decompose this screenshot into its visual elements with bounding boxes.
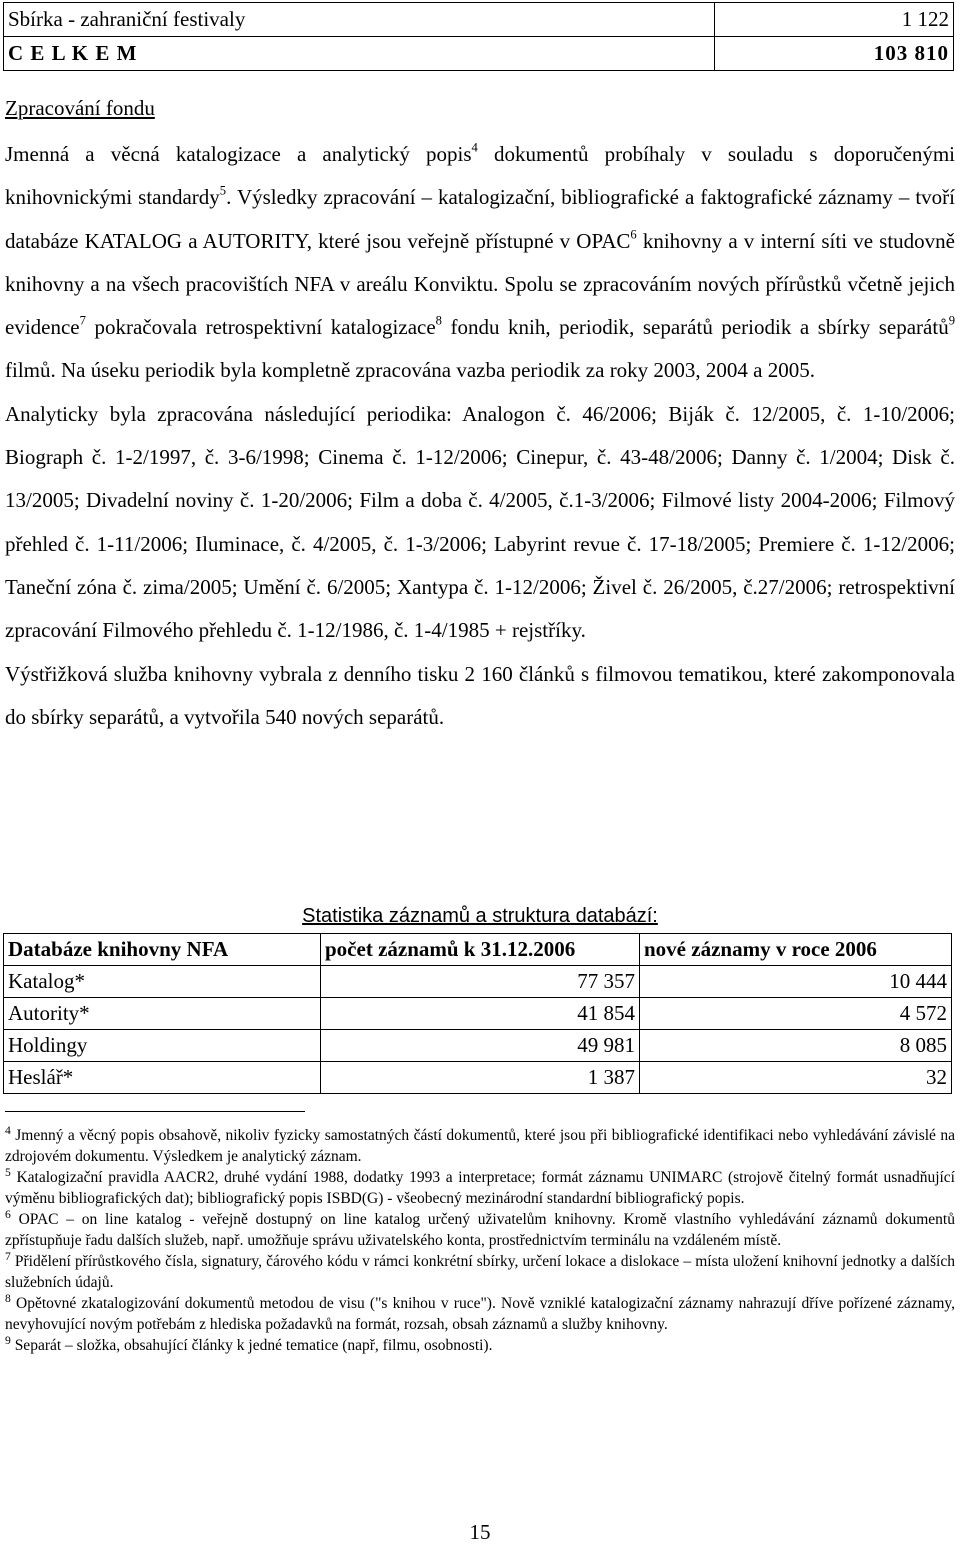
footnote <box>5 1167 955 1209</box>
footnotes <box>5 1125 955 1356</box>
text-run: jsou veřejně přístupné v OPAC <box>366 228 631 253</box>
table-row <box>4 1030 952 1062</box>
summary-table <box>3 2 954 71</box>
stats-table <box>3 933 952 1094</box>
footnote-ref: 8 <box>435 313 442 328</box>
text-run: fondu knih, periodik, separátů periodik a sbírky separátů <box>441 315 949 340</box>
table-cell: 32 <box>640 1062 952 1094</box>
footnote <box>5 1209 955 1251</box>
table-cell: 10 444 <box>640 966 952 998</box>
table-cell: Autority* <box>4 998 321 1030</box>
footnote <box>5 1293 955 1335</box>
table-row-total <box>4 37 954 71</box>
footnote-text: Přidělení přírůstkového čísla, signatury, čárového kódu v rámci konkrétní sbírky, určení lokace a dislokace – místa uložení knihovní jednotky a dalších služebních údajů. <box>5 1253 955 1291</box>
text-run: filmů. Na úseku periodik byla kompletně zpracována vazba periodik za roky 2003, 2004 a 2005. <box>5 358 816 383</box>
section-heading: Zpracování fondu <box>5 96 155 120</box>
footnote-mark: 8 <box>5 1292 11 1306</box>
table-cell-label: Sbírka - zahraniční festivaly <box>4 3 715 37</box>
stats-caption: Statistika záznamů a struktura databází: <box>302 905 658 927</box>
text-run: pokračovala retrospektivní katalogizace <box>85 315 436 340</box>
table-cell: Holdingy <box>4 1030 321 1062</box>
footnote-mark: 6 <box>5 1208 11 1222</box>
footnote-ref: 4 <box>471 140 478 155</box>
table-cell: 77 357 <box>321 966 640 998</box>
table-cell: Heslář* <box>4 1062 321 1094</box>
footnote-mark: 4 <box>5 1124 11 1138</box>
text-run: Spolu se zpracováním nových přírůstků včetně jejich evidence <box>5 271 956 340</box>
footnote <box>5 1335 955 1356</box>
footnote-ref: 5 <box>219 183 227 198</box>
column-header: nové záznamy v roce 2006 <box>640 934 952 966</box>
table-cell: 41 854 <box>321 998 640 1030</box>
table-cell: 4 572 <box>640 998 952 1030</box>
column-header: Databáze knihovny NFA <box>4 934 321 966</box>
text-run: . Výsledky zpracování – katalogizační, bibliografické a faktografické záznamy – tvoří databáze KATALOG a AUTORITY, které <box>5 185 955 253</box>
footnote-text: Opětovné zkatalogizování dokumentů metodou de visu ("s knihou v ruce"). Nově vzniklé katalogizační záznamy nahrazují dříve pořízené záznamy, nevyhovující novým potřebám z hlediska požadavků na formát, rozsah, obsah záznamů a služby knihovny. <box>5 1295 955 1333</box>
footnote-ref: 6 <box>630 227 637 242</box>
table-cell-label: C E L K E M <box>4 37 715 71</box>
table-cell: 8 085 <box>640 1030 952 1062</box>
footnote-divider <box>5 1111 305 1112</box>
table-cell: 49 981 <box>321 1030 640 1062</box>
footnote <box>5 1251 955 1293</box>
footnote-ref: 9 <box>948 313 955 328</box>
paragraph-processing <box>5 133 955 393</box>
footnote-mark: 5 <box>5 1166 11 1180</box>
table-row <box>4 3 954 37</box>
text-run: dokumentů probíhaly v souladu s doporučenými knihovnickými standardy <box>5 142 956 210</box>
table-row <box>4 966 952 998</box>
text-run: Jmenná a věcná katalogizace a analytický popis <box>5 142 472 166</box>
table-row <box>4 998 952 1030</box>
table-cell: Katalog* <box>4 966 321 998</box>
table-cell-value: 1 122 <box>715 3 954 37</box>
footnote-text: OPAC – on line katalog - veřejně dostupný on line katalog určený uživatelům knihovny. Kromě vlastního vyhledávání záznamů dokumentů zpřístupňuje řadu dalších služeb, např. umožňuje správu uživatelského konta, prostřednictvím terminálu na vzdáleném místě. <box>5 1211 955 1249</box>
footnote-ref: 7 <box>79 313 86 328</box>
paragraph-clippings: Výstřižková služba knihovny vybrala z denního tisku 2 160 článků s filmovou tematikou, které zakomponovala do sbírky separátů, a vytvořila 540 nových separátů. <box>5 661 955 729</box>
table-row <box>4 1062 952 1094</box>
table-cell-value: 103 810 <box>715 37 954 71</box>
body-text <box>5 133 955 739</box>
footnote-text: Katalogizační pravidla AACR2, druhé vydání 1988, dodatky 1993 a interpretace; formát záznamu UNIMARC (strojově čitelný formát usnadňující výměnu bibliografických dat); bibliografický popis ISBD(G) - všeobecný mezinárodní standardní bibliografický popis. <box>5 1169 955 1207</box>
footnote-text: Jmenný a věcný popis obsahově, nikoliv fyzicky samostatných částí dokumentů, které jsou při bibliografické identifikaci nebo vyhledávání závislé na zdrojovém dokumentu. Výsledkem je analytický záznam. <box>5 1127 955 1165</box>
footnote-text: Separát – složka, obsahující články k jedné tematice (např, filmu, osobnosti). <box>10 1337 493 1354</box>
footnote <box>5 1125 955 1167</box>
footnote-mark: 9 <box>5 1334 11 1348</box>
page-number: 15 <box>469 1520 491 1544</box>
table-cell: 1 387 <box>321 1062 640 1094</box>
footnote-mark: 7 <box>5 1250 11 1264</box>
text-run: knihovny a v interní síti ve studovně knihovny a na všech pracovištích NFA v areálu Konviktu. <box>5 228 956 296</box>
paragraph-periodicals: Analyticky byla zpracována následující periodika: Analogon č. 46/2006; Biják č. 12/2005, č. 1-10/2006; Biograph č. 1-2/1997, č. 3-6/1998; Cinema č. 1-12/2006; Cinepur, č. 43-48/2006; Danny č. 1/2004; Disk č. 13/2005; Divadelní noviny č. 1-20/2006; Film a doba č. 4/2005, č.1-3/2006; Filmové listy 2004-2006; Filmový přehled č. 1-11/2006; Iluminace, č. 4/2005, č. 1-3/2006; Labyrint revue č. 17-18/2005; Premiere č. 1-12/2006; Taneční zóna č. zima/2005; Umění č. 6/2005; Xantypa č. 1-12/2006; Živel č. 26/2005, č.27/2006; retrospektivní zpracování Filmového přehledu č. 1-12/1986, č. 1-4/1985 + rejstříky. <box>5 401 955 643</box>
table-header-row <box>4 934 952 966</box>
column-header: počet záznamů k 31.12.2006 <box>321 934 640 966</box>
